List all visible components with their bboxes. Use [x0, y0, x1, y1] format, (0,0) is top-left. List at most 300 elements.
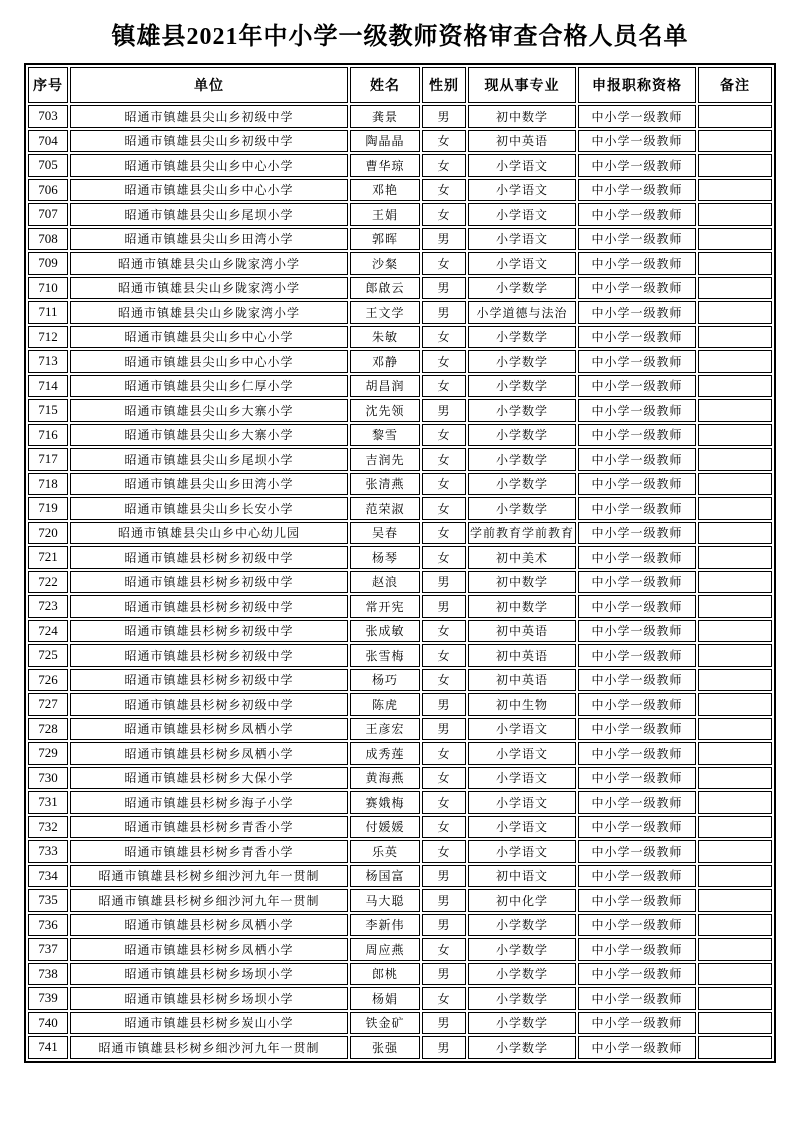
- cell-note: [698, 424, 772, 447]
- cell-name: 邓静: [350, 350, 420, 373]
- table-row: [28, 987, 772, 1010]
- cell-seq: 707: [28, 203, 68, 226]
- cell-title: 中小学一级教师: [578, 693, 696, 716]
- cell-seq: 732: [28, 816, 68, 839]
- cell-major: 小学数学: [468, 914, 576, 937]
- cell-major: 初中生物: [468, 693, 576, 716]
- cell-note: [698, 1036, 772, 1059]
- cell-note: [698, 522, 772, 545]
- cell-major: 小学数学: [468, 987, 576, 1010]
- cell-seq: 731: [28, 791, 68, 814]
- cell-note: [698, 105, 772, 128]
- table-row: [28, 595, 772, 618]
- cell-note: [698, 228, 772, 251]
- cell-name: 张强: [350, 1036, 420, 1059]
- cell-unit: 昭通市镇雄县杉树乡凤栖小学: [70, 938, 348, 961]
- cell-name: 沙粲: [350, 252, 420, 275]
- table-row: [28, 767, 772, 790]
- cell-name: 乐英: [350, 840, 420, 863]
- cell-seq: 712: [28, 326, 68, 349]
- cell-gender: 女: [422, 620, 466, 643]
- cell-note: [698, 1012, 772, 1035]
- cell-name: 吉润先: [350, 448, 420, 471]
- table-row: [28, 179, 772, 202]
- cell-unit: 昭通市镇雄县杉树乡海子小学: [70, 791, 348, 814]
- cell-name: 黎雪: [350, 424, 420, 447]
- cell-title: 中小学一级教师: [578, 301, 696, 324]
- cell-seq: 706: [28, 179, 68, 202]
- cell-name: 赛娥梅: [350, 791, 420, 814]
- cell-title: 中小学一级教师: [578, 252, 696, 275]
- cell-title: 中小学一级教师: [578, 938, 696, 961]
- cell-seq: 726: [28, 669, 68, 692]
- cell-note: [698, 963, 772, 986]
- cell-unit: 昭通市镇雄县尖山乡中心小学: [70, 326, 348, 349]
- cell-note: [698, 742, 772, 765]
- header-row: [28, 67, 772, 103]
- cell-name: 付媛媛: [350, 816, 420, 839]
- cell-title: 中小学一级教师: [578, 375, 696, 398]
- cell-unit: 昭通市镇雄县杉树乡场坝小学: [70, 963, 348, 986]
- cell-title: 中小学一级教师: [578, 987, 696, 1010]
- cell-major: 小学数学: [468, 350, 576, 373]
- table-row: [28, 1036, 772, 1059]
- cell-title: 中小学一级教师: [578, 620, 696, 643]
- cell-unit: 昭通市镇雄县尖山乡尾坝小学: [70, 203, 348, 226]
- cell-unit: 昭通市镇雄县尖山乡田湾小学: [70, 473, 348, 496]
- cell-name: 郭晖: [350, 228, 420, 251]
- table-row: [28, 130, 772, 153]
- cell-note: [698, 277, 772, 300]
- table-row: [28, 399, 772, 422]
- cell-gender: 男: [422, 595, 466, 618]
- cell-note: [698, 130, 772, 153]
- cell-major: 小学数学: [468, 1036, 576, 1059]
- cell-title: 中小学一级教师: [578, 203, 696, 226]
- cell-gender: 男: [422, 1012, 466, 1035]
- cell-title: 中小学一级教师: [578, 1012, 696, 1035]
- table-row: [28, 375, 772, 398]
- cell-note: [698, 571, 772, 594]
- column-header: 姓名: [350, 67, 420, 103]
- table-row: [28, 889, 772, 912]
- roster-table: [24, 63, 776, 1063]
- table-row: [28, 203, 772, 226]
- cell-unit: 昭通市镇雄县尖山乡中心小学: [70, 350, 348, 373]
- cell-gender: 男: [422, 1036, 466, 1059]
- cell-name: 铁金矿: [350, 1012, 420, 1035]
- cell-name: 成秀莲: [350, 742, 420, 765]
- cell-major: 初中数学: [468, 105, 576, 128]
- cell-seq: 724: [28, 620, 68, 643]
- cell-major: 学前教育学前教育: [468, 522, 576, 545]
- cell-title: 中小学一级教师: [578, 669, 696, 692]
- cell-note: [698, 767, 772, 790]
- cell-note: [698, 840, 772, 863]
- cell-unit: 昭通市镇雄县尖山乡长安小学: [70, 497, 348, 520]
- cell-unit: 昭通市镇雄县杉树乡凤栖小学: [70, 742, 348, 765]
- cell-name: 朱敏: [350, 326, 420, 349]
- cell-name: 周应燕: [350, 938, 420, 961]
- cell-seq: 716: [28, 424, 68, 447]
- cell-unit: 昭通市镇雄县尖山乡初级中学: [70, 130, 348, 153]
- cell-major: 初中英语: [468, 669, 576, 692]
- cell-name: 杨巧: [350, 669, 420, 692]
- cell-major: 小学数学: [468, 375, 576, 398]
- cell-name: 胡昌润: [350, 375, 420, 398]
- cell-unit: 昭通市镇雄县杉树乡场坝小学: [70, 987, 348, 1010]
- cell-unit: 昭通市镇雄县尖山乡大寨小学: [70, 399, 348, 422]
- cell-name: 沈先领: [350, 399, 420, 422]
- cell-name: 曹华琼: [350, 154, 420, 177]
- cell-gender: 男: [422, 718, 466, 741]
- column-header: 单位: [70, 67, 348, 103]
- cell-gender: 女: [422, 987, 466, 1010]
- cell-unit: 昭通市镇雄县杉树乡细沙河九年一贯制: [70, 865, 348, 888]
- cell-name: 张成敏: [350, 620, 420, 643]
- cell-title: 中小学一级教师: [578, 350, 696, 373]
- cell-gender: 男: [422, 571, 466, 594]
- cell-major: 初中美术: [468, 546, 576, 569]
- cell-note: [698, 669, 772, 692]
- cell-note: [698, 301, 772, 324]
- table-row: [28, 693, 772, 716]
- cell-unit: 昭通市镇雄县尖山乡田湾小学: [70, 228, 348, 251]
- cell-note: [698, 399, 772, 422]
- cell-note: [698, 375, 772, 398]
- cell-note: [698, 987, 772, 1010]
- cell-note: [698, 179, 772, 202]
- cell-name: 杨娟: [350, 987, 420, 1010]
- cell-seq: 722: [28, 571, 68, 594]
- cell-note: [698, 497, 772, 520]
- cell-major: 小学数学: [468, 473, 576, 496]
- cell-gender: 男: [422, 105, 466, 128]
- cell-name: 赵浪: [350, 571, 420, 594]
- cell-title: 中小学一级教师: [578, 571, 696, 594]
- table-row: [28, 448, 772, 471]
- cell-unit: 昭通市镇雄县杉树乡初级中学: [70, 669, 348, 692]
- cell-gender: 女: [422, 522, 466, 545]
- cell-unit: 昭通市镇雄县杉树乡炭山小学: [70, 1012, 348, 1035]
- cell-seq: 730: [28, 767, 68, 790]
- cell-title: 中小学一级教师: [578, 644, 696, 667]
- cell-unit: 昭通市镇雄县杉树乡初级中学: [70, 620, 348, 643]
- table-row: [28, 742, 772, 765]
- cell-unit: 昭通市镇雄县尖山乡中心小学: [70, 179, 348, 202]
- cell-title: 中小学一级教师: [578, 914, 696, 937]
- column-header: 申报职称资格: [578, 67, 696, 103]
- cell-name: 陶晶晶: [350, 130, 420, 153]
- cell-seq: 720: [28, 522, 68, 545]
- cell-title: 中小学一级教师: [578, 105, 696, 128]
- cell-name: 张雪梅: [350, 644, 420, 667]
- table-row: [28, 963, 772, 986]
- cell-name: 郎桃: [350, 963, 420, 986]
- cell-name: 杨国富: [350, 865, 420, 888]
- cell-gender: 女: [422, 742, 466, 765]
- cell-name: 王彦宏: [350, 718, 420, 741]
- cell-seq: 741: [28, 1036, 68, 1059]
- cell-major: 小学数学: [468, 448, 576, 471]
- cell-gender: 女: [422, 252, 466, 275]
- cell-major: 小学数学: [468, 277, 576, 300]
- cell-major: 初中英语: [468, 644, 576, 667]
- cell-seq: 738: [28, 963, 68, 986]
- cell-gender: 女: [422, 644, 466, 667]
- cell-major: 小学数学: [468, 1012, 576, 1035]
- cell-major: 小学语文: [468, 767, 576, 790]
- cell-major: 小学语文: [468, 252, 576, 275]
- cell-gender: 女: [422, 473, 466, 496]
- cell-title: 中小学一级教师: [578, 963, 696, 986]
- cell-note: [698, 865, 772, 888]
- cell-unit: 昭通市镇雄县杉树乡初级中学: [70, 644, 348, 667]
- cell-seq: 740: [28, 1012, 68, 1035]
- table-row: [28, 228, 772, 251]
- cell-seq: 711: [28, 301, 68, 324]
- cell-gender: 女: [422, 154, 466, 177]
- column-header: 备注: [698, 67, 772, 103]
- cell-seq: 737: [28, 938, 68, 961]
- cell-gender: 女: [422, 179, 466, 202]
- cell-seq: 727: [28, 693, 68, 716]
- cell-seq: 734: [28, 865, 68, 888]
- table-row: [28, 840, 772, 863]
- cell-gender: 女: [422, 448, 466, 471]
- table-row: [28, 252, 772, 275]
- table-row: [28, 546, 772, 569]
- table-row: [28, 669, 772, 692]
- cell-name: 陈虎: [350, 693, 420, 716]
- cell-name: 龚景: [350, 105, 420, 128]
- cell-gender: 女: [422, 840, 466, 863]
- cell-major: 初中化学: [468, 889, 576, 912]
- table-row: [28, 938, 772, 961]
- cell-unit: 昭通市镇雄县尖山乡陇家湾小学: [70, 301, 348, 324]
- cell-unit: 昭通市镇雄县杉树乡细沙河九年一贯制: [70, 1036, 348, 1059]
- cell-major: 小学语文: [468, 791, 576, 814]
- cell-note: [698, 350, 772, 373]
- cell-seq: 729: [28, 742, 68, 765]
- cell-name: 杨琴: [350, 546, 420, 569]
- cell-unit: 昭通市镇雄县尖山乡陇家湾小学: [70, 252, 348, 275]
- cell-unit: 昭通市镇雄县尖山乡尾坝小学: [70, 448, 348, 471]
- cell-gender: 女: [422, 424, 466, 447]
- cell-gender: 男: [422, 301, 466, 324]
- cell-title: 中小学一级教师: [578, 865, 696, 888]
- table-row: [28, 1012, 772, 1035]
- cell-note: [698, 718, 772, 741]
- table-row: [28, 914, 772, 937]
- cell-note: [698, 914, 772, 937]
- cell-title: 中小学一级教师: [578, 718, 696, 741]
- table-row: [28, 301, 772, 324]
- cell-name: 邓艳: [350, 179, 420, 202]
- table-row: [28, 473, 772, 496]
- cell-unit: 昭通市镇雄县杉树乡大保小学: [70, 767, 348, 790]
- cell-seq: 714: [28, 375, 68, 398]
- cell-title: 中小学一级教师: [578, 448, 696, 471]
- table-row: [28, 350, 772, 373]
- cell-title: 中小学一级教师: [578, 326, 696, 349]
- cell-note: [698, 154, 772, 177]
- cell-seq: 728: [28, 718, 68, 741]
- cell-gender: 女: [422, 546, 466, 569]
- cell-title: 中小学一级教师: [578, 522, 696, 545]
- cell-gender: 男: [422, 277, 466, 300]
- cell-major: 小学语文: [468, 154, 576, 177]
- table-row: [28, 644, 772, 667]
- cell-seq: 736: [28, 914, 68, 937]
- cell-major: 小学语文: [468, 718, 576, 741]
- table-row: [28, 424, 772, 447]
- table-row: [28, 865, 772, 888]
- cell-major: 小学道德与法治: [468, 301, 576, 324]
- table-row: [28, 154, 772, 177]
- cell-major: 小学数学: [468, 399, 576, 422]
- cell-gender: 男: [422, 963, 466, 986]
- table-row: [28, 816, 772, 839]
- table-row: [28, 522, 772, 545]
- cell-note: [698, 546, 772, 569]
- cell-title: 中小学一级教师: [578, 1036, 696, 1059]
- cell-name: 吴春: [350, 522, 420, 545]
- table-row: [28, 571, 772, 594]
- cell-note: [698, 326, 772, 349]
- cell-gender: 女: [422, 497, 466, 520]
- cell-major: 小学语文: [468, 179, 576, 202]
- page-title: 镇雄县2021年中小学一级教师资格审查合格人员名单: [111, 24, 689, 50]
- cell-title: 中小学一级教师: [578, 595, 696, 618]
- cell-unit: 昭通市镇雄县杉树乡凤栖小学: [70, 718, 348, 741]
- cell-title: 中小学一级教师: [578, 742, 696, 765]
- cell-note: [698, 203, 772, 226]
- cell-gender: 女: [422, 350, 466, 373]
- cell-gender: 女: [422, 375, 466, 398]
- cell-gender: 女: [422, 130, 466, 153]
- cell-note: [698, 473, 772, 496]
- cell-gender: 男: [422, 865, 466, 888]
- cell-note: [698, 889, 772, 912]
- cell-seq: 739: [28, 987, 68, 1010]
- cell-unit: 昭通市镇雄县杉树乡青香小学: [70, 840, 348, 863]
- cell-major: 初中语文: [468, 865, 576, 888]
- cell-major: 初中数学: [468, 595, 576, 618]
- cell-unit: 昭通市镇雄县杉树乡凤栖小学: [70, 914, 348, 937]
- cell-seq: 721: [28, 546, 68, 569]
- cell-gender: 女: [422, 816, 466, 839]
- cell-title: 中小学一级教师: [578, 179, 696, 202]
- cell-unit: 昭通市镇雄县尖山乡仁厚小学: [70, 375, 348, 398]
- cell-seq: 708: [28, 228, 68, 251]
- cell-seq: 733: [28, 840, 68, 863]
- column-header: 序号: [28, 67, 68, 103]
- cell-title: 中小学一级教师: [578, 154, 696, 177]
- cell-title: 中小学一级教师: [578, 791, 696, 814]
- cell-gender: 女: [422, 669, 466, 692]
- table-row: [28, 620, 772, 643]
- cell-note: [698, 816, 772, 839]
- cell-major: 小学语文: [468, 840, 576, 863]
- cell-seq: 709: [28, 252, 68, 275]
- cell-unit: 昭通市镇雄县尖山乡陇家湾小学: [70, 277, 348, 300]
- cell-gender: 女: [422, 326, 466, 349]
- cell-seq: 715: [28, 399, 68, 422]
- column-header: 现从事专业: [468, 67, 576, 103]
- cell-major: 小学数学: [468, 497, 576, 520]
- cell-note: [698, 252, 772, 275]
- cell-major: 小学语文: [468, 228, 576, 251]
- cell-note: [698, 620, 772, 643]
- table-header: [28, 67, 772, 103]
- table-row: [28, 326, 772, 349]
- cell-name: 张清燕: [350, 473, 420, 496]
- cell-title: 中小学一级教师: [578, 130, 696, 153]
- cell-gender: 男: [422, 228, 466, 251]
- cell-major: 小学数学: [468, 424, 576, 447]
- table-body: [28, 105, 772, 1059]
- cell-seq: 703: [28, 105, 68, 128]
- cell-name: 王娟: [350, 203, 420, 226]
- cell-note: [698, 693, 772, 716]
- cell-major: 小学语文: [468, 742, 576, 765]
- cell-name: 范荣淑: [350, 497, 420, 520]
- table-row: [28, 718, 772, 741]
- cell-name: 郎啟云: [350, 277, 420, 300]
- cell-unit: 昭通市镇雄县杉树乡初级中学: [70, 571, 348, 594]
- cell-unit: 昭通市镇雄县尖山乡中心小学: [70, 154, 348, 177]
- cell-gender: 女: [422, 791, 466, 814]
- cell-gender: 女: [422, 767, 466, 790]
- cell-name: 王文学: [350, 301, 420, 324]
- cell-note: [698, 595, 772, 618]
- cell-title: 中小学一级教师: [578, 424, 696, 447]
- cell-title: 中小学一级教师: [578, 277, 696, 300]
- cell-note: [698, 791, 772, 814]
- cell-name: 马大聪: [350, 889, 420, 912]
- cell-seq: 725: [28, 644, 68, 667]
- cell-unit: 昭通市镇雄县杉树乡初级中学: [70, 693, 348, 716]
- cell-unit: 昭通市镇雄县尖山乡大寨小学: [70, 424, 348, 447]
- cell-major: 小学数学: [468, 963, 576, 986]
- cell-title: 中小学一级教师: [578, 889, 696, 912]
- cell-unit: 昭通市镇雄县杉树乡细沙河九年一贯制: [70, 889, 348, 912]
- cell-unit: 昭通市镇雄县杉树乡青香小学: [70, 816, 348, 839]
- cell-gender: 男: [422, 693, 466, 716]
- cell-seq: 717: [28, 448, 68, 471]
- cell-title: 中小学一级教师: [578, 473, 696, 496]
- cell-note: [698, 448, 772, 471]
- cell-title: 中小学一级教师: [578, 497, 696, 520]
- cell-major: 小学语文: [468, 203, 576, 226]
- cell-gender: 男: [422, 914, 466, 937]
- cell-name: 常开宪: [350, 595, 420, 618]
- cell-seq: 718: [28, 473, 68, 496]
- column-header: 性别: [422, 67, 466, 103]
- cell-seq: 735: [28, 889, 68, 912]
- cell-title: 中小学一级教师: [578, 399, 696, 422]
- table-row: [28, 277, 772, 300]
- cell-gender: 女: [422, 938, 466, 961]
- cell-major: 小学语文: [468, 816, 576, 839]
- cell-name: 黄海燕: [350, 767, 420, 790]
- cell-name: 李新伟: [350, 914, 420, 937]
- cell-major: 小学数学: [468, 938, 576, 961]
- cell-gender: 男: [422, 399, 466, 422]
- cell-major: 小学数学: [468, 326, 576, 349]
- cell-title: 中小学一级教师: [578, 816, 696, 839]
